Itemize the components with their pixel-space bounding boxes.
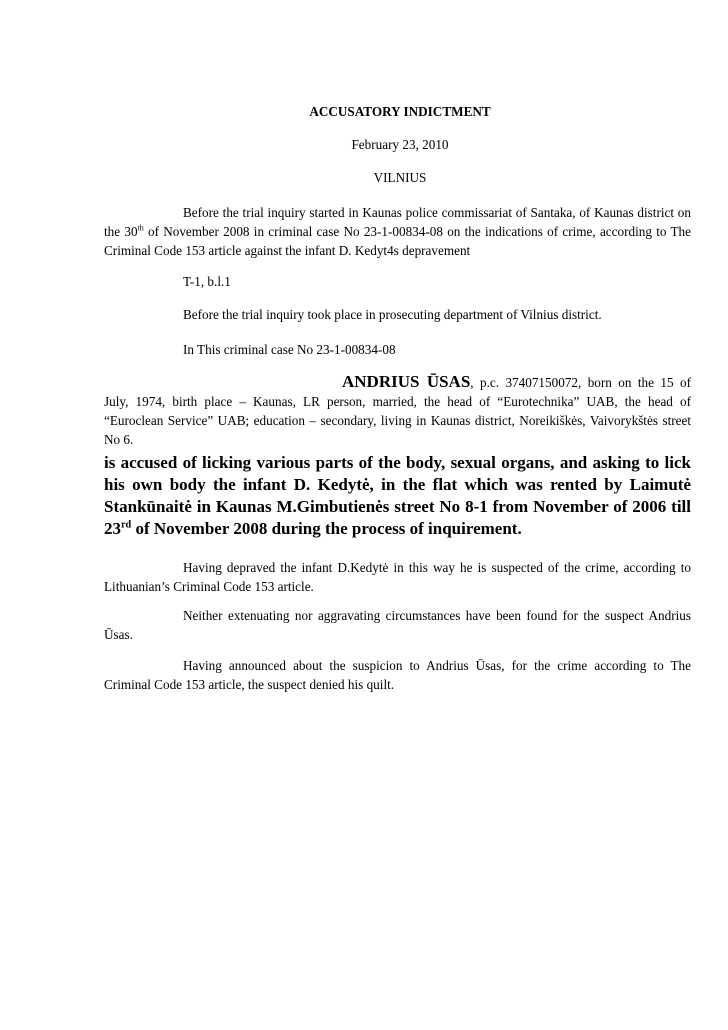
document-place: VILNIUS [373,170,427,185]
intro-paragraph [104,203,691,260]
document-title: ACCUSATORY INDICTMENT [309,104,491,119]
suspicion-paragraph: Having depraved the infant D.Kedytė in this way he is suspected of the crime, according to Lithuanian’s Criminal Code 153 article. [104,560,691,594]
intro-superscript: th [137,223,144,233]
reference-line: T-1, b.l.1 [183,274,231,289]
intro-text-end: of November 2008 in criminal case No 23-1-00834-08 on the indications of crime, according to The Criminal Code 153 article against the infant D. Kedyt4s depravement [104,224,691,258]
accusation-text-end: of November 2008 during the process of inquirement. [131,519,522,538]
prosecution-line: Before the trial inquiry took place in prosecuting department of Vilnius district. [183,307,602,322]
accusation-superscript: rd [121,519,132,531]
circumstances-paragraph: Neither extenuating nor aggravating circumstances have been found for the suspect Andrius Ūsas. [104,608,691,642]
accusation-text-start: is accused of licking various parts of the body, sexual organs, and asking to lick his own body the infant D. Kedytė, in the flat which was rented by Laimutė Stankūnaitė in Kaunas M.Gimbutienės street No 8-1 from November of 2006 till 23 [104,453,691,538]
document-date: February 23, 2010 [351,137,449,152]
suspect-details: , p.c. 37407150072, born on the 15 of July, 1974, birth place – Kaunas, LR person, married, the head of “Eurotechnika” UAB, the head of “Euroclean Service” UAB; education – secondary, living in Kaunas district, Noreikiškės, Vaivorykštės street No 6. [104,375,692,447]
accusation-paragraph [104,452,691,540]
intro-text-start: Before the trial inquiry started in Kaunas police commissariat of Santaka, of Kaunas district on the 30 [104,205,691,239]
denial-paragraph: Having announced about the suspicion to Andrius Ūsas, for the crime according to The Criminal Code 153 article, the suspect denied his quilt. [104,658,691,692]
suspect-name: ANDRIUS ŪSAS [342,372,471,391]
suspect-paragraph [104,372,691,449]
case-number-line: In This criminal case No 23-1-00834-08 [183,342,396,357]
